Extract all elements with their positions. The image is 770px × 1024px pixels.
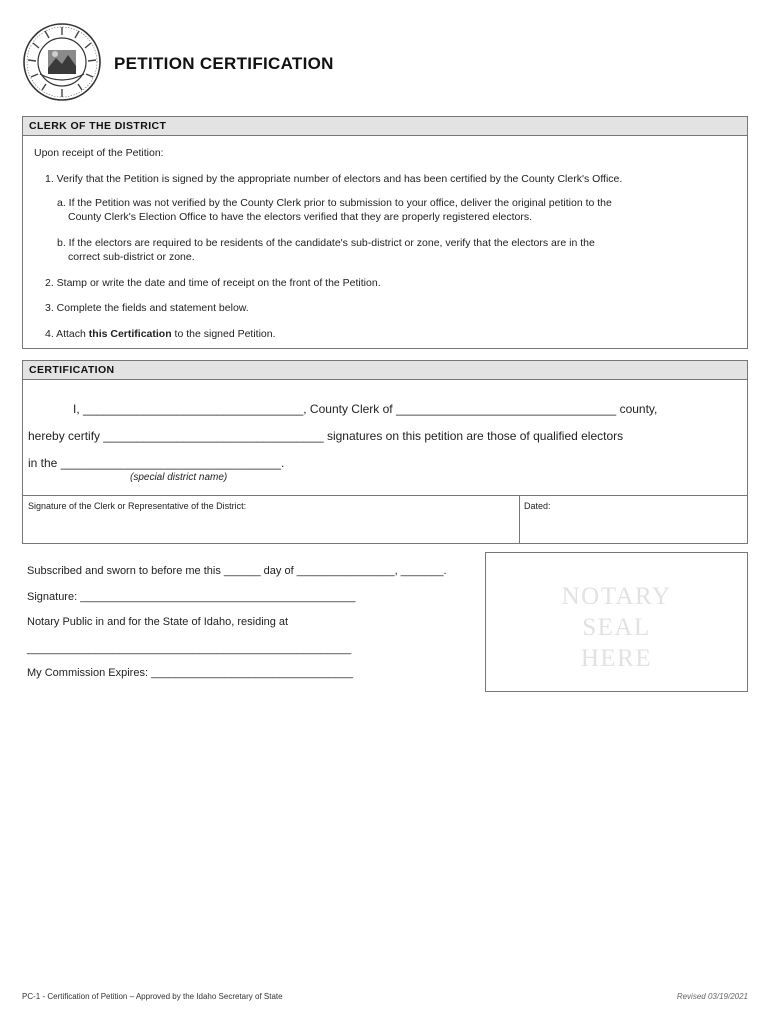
notary-seal-placeholder	[486, 581, 747, 674]
sworn-period: .	[443, 565, 447, 577]
sworn-day-blank[interactable]: ______	[223, 565, 261, 577]
certify-line-2-prefix: hereby certify	[28, 429, 101, 443]
certify-line-1	[73, 402, 657, 416]
footer-revised-date: Revised 03/19/2021	[676, 992, 748, 1001]
signature-row	[23, 495, 747, 544]
clerk-item-2: 2. Stamp or write the date and time of receipt on the front of the Petition.	[45, 277, 381, 289]
sworn-day-of: day of	[263, 565, 294, 577]
clerk-item-4-suffix: to the signed Petition.	[171, 328, 276, 340]
commission-expires-line[interactable]: My Commission Expires: _________________________________	[27, 667, 353, 679]
sworn-line	[27, 565, 447, 577]
clerk-name-blank[interactable]: _________________________________	[83, 402, 304, 416]
signature-count-blank[interactable]: _________________________________	[103, 429, 324, 443]
certification-section	[22, 360, 748, 544]
certify-line-1-i: I,	[73, 402, 80, 416]
clerk-item-1b-line1: b. If the electors are required to be residents of the candidate's sub-district or zone, verify that the electors are in the	[57, 237, 595, 249]
district-name-caption: (special district name)	[130, 472, 228, 483]
sworn-comma: ,	[394, 565, 398, 577]
page-title: PETITION CERTIFICATION	[114, 54, 334, 73]
dated-label: Dated:	[524, 501, 551, 511]
footer-form-id: PC-1 - Certification of Petition – Approved by the Idaho Secretary of State	[22, 992, 283, 1001]
district-name-blank[interactable]: _________________________________	[60, 456, 281, 470]
certify-line-3	[28, 456, 284, 470]
notary-signature-line[interactable]: Signature: _____________________________________________	[27, 591, 356, 603]
sworn-year-blank[interactable]: _______	[400, 565, 444, 577]
sworn-prefix: Subscribed and sworn to before me this	[27, 565, 221, 577]
clerk-item-4-prefix: 4. Attach	[45, 328, 89, 340]
certify-line-2	[28, 429, 623, 443]
clerk-section	[22, 116, 748, 349]
notary-residence-blank[interactable]: _____________________________________________________	[27, 643, 352, 655]
clerk-intro: Upon receipt of the Petition:	[34, 147, 164, 159]
seal-line-seal: SEAL	[582, 614, 651, 641]
clerk-item-1a-line2: County Clerk's Election Office to have the electors verified that they are properly registered electors.	[68, 211, 533, 223]
clerk-item-1b-line2: correct sub-district or zone.	[68, 251, 195, 263]
sworn-month-blank[interactable]: ________________	[296, 565, 395, 577]
clerk-item-4	[45, 328, 276, 340]
seal-line-notary: NOTARY	[561, 583, 672, 610]
state-seal-logo	[22, 22, 102, 102]
notary-seal-box	[485, 552, 748, 692]
clerk-section-heading: CLERK OF THE DISTRICT	[23, 117, 747, 136]
clerk-item-4-bold: this Certification	[88, 328, 172, 340]
signature-divider	[519, 496, 520, 544]
clerk-item-3: 3. Complete the fields and statement below.	[45, 302, 249, 314]
clerk-item-1a-line1: a. If the Petition was not verified by the County Clerk prior to submission to your office, deliver the original petition to the	[57, 197, 612, 209]
certify-line-1-county: county,	[619, 402, 658, 416]
certify-line-3-period: .	[280, 456, 285, 470]
certify-line-1-county-clerk: , County Clerk of	[303, 402, 393, 416]
county-name-blank[interactable]: _________________________________	[395, 402, 617, 416]
clerk-item-1: 1. Verify that the Petition is signed by the appropriate number of electors and has been certified by the County Clerk's Office.	[45, 173, 623, 185]
clerk-signature-label: Signature of the Clerk or Representative of the District:	[28, 501, 247, 511]
seal-line-here: HERE	[580, 645, 653, 672]
certify-line-2-suffix: signatures on this petition are those of qualified electors	[326, 429, 624, 443]
certification-heading: CERTIFICATION	[23, 361, 747, 380]
notary-public-text: Notary Public in and for the State of Idaho, residing at	[27, 616, 289, 628]
certify-line-3-prefix: in the	[28, 456, 58, 470]
